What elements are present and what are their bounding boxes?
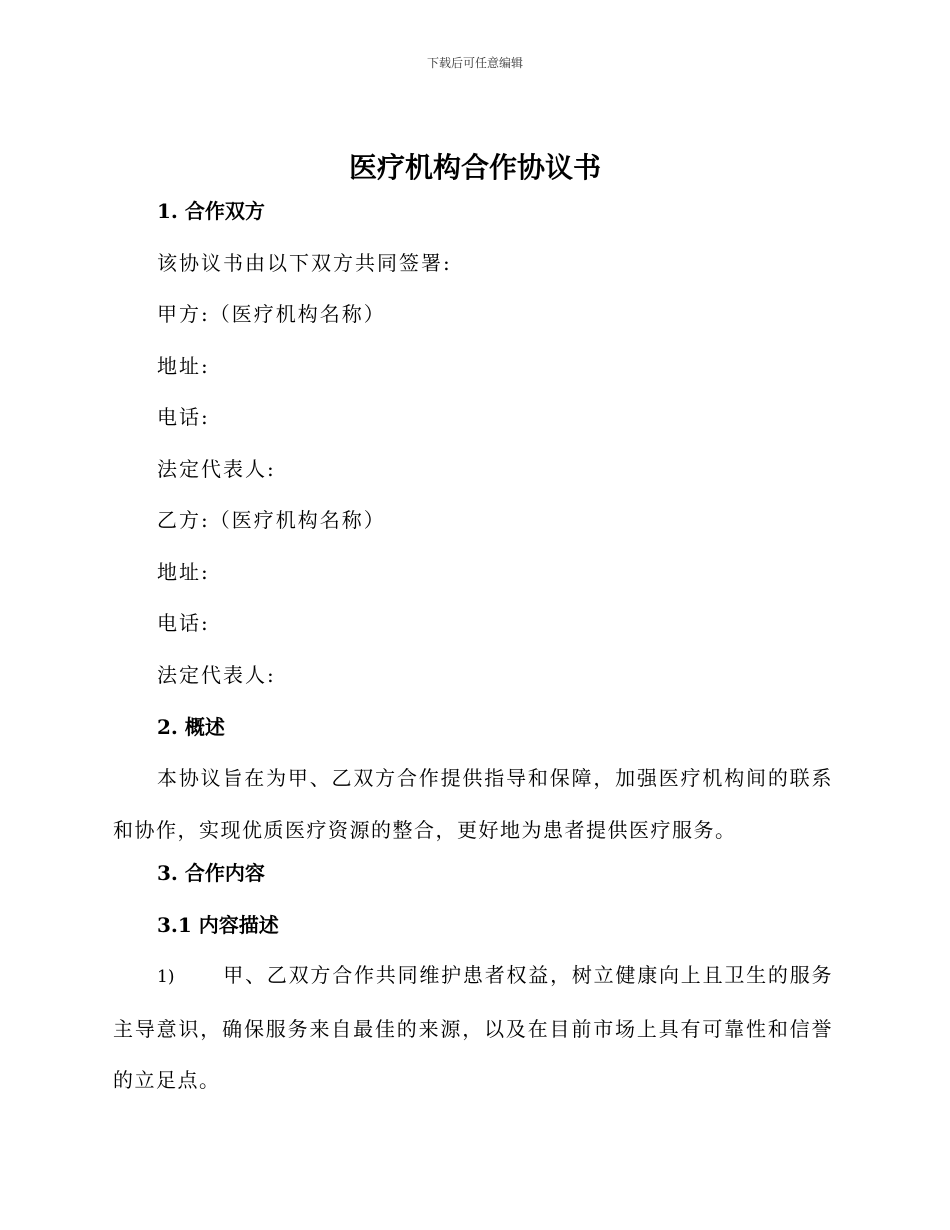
section-3-1-subheading: 3.1 内容描述 [157,913,279,937]
party-b-name: 乙方:（医疗机构名称） [157,508,386,532]
party-b-representative: 法定代表人: [157,663,276,687]
party-a-name: 甲方:（医疗机构名称） [157,302,386,326]
party-a-representative: 法定代表人: [157,457,276,481]
page-header-note: 下载后可任意编辑 [426,56,523,70]
party-b-phone: 电话: [157,611,210,635]
list-item-text: 甲、乙双方合作共同维护患者权益，树立健康向上且卫生的服务主导意识，确保服务来自最佳的来源，以及在目前市场上具有可靠性和信誉的立足点。 [113,963,833,1092]
document-title: 医疗机构合作协议书 [348,151,601,184]
section-2-body: 本协议旨在为甲、乙双方合作提供指导和保障，加强医疗机构间的联系和协作，实现优质医疗资源的整合，更好地为患者提供医疗服务。 [113,766,833,842]
section-2-heading: 2. 概述 [157,715,225,739]
list-item-number: 1) [157,967,175,987]
party-a-address: 地址: [157,354,210,378]
section-1-heading: 1. 合作双方 [157,199,265,223]
section-3-heading: 3. 合作内容 [157,861,265,885]
party-b-address: 地址: [157,560,210,584]
party-a-phone: 电话: [157,405,210,429]
section-1-intro: 该协议书由以下双方共同签署: [157,251,452,275]
list-item [113,950,833,1107]
